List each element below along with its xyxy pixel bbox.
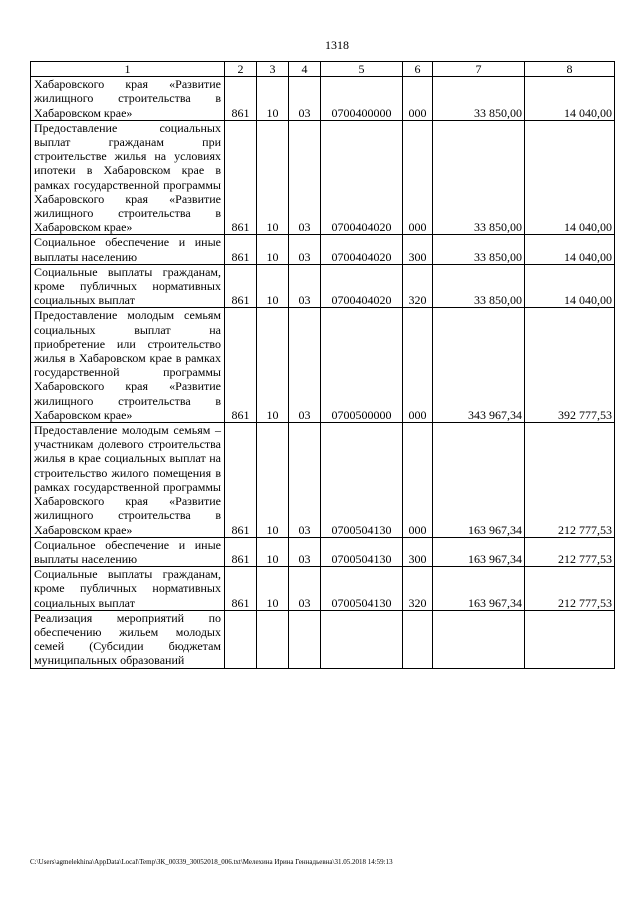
row-cell: 163 967,34 — [433, 537, 525, 566]
row-cell: 163 967,34 — [433, 423, 525, 538]
table-row — [31, 537, 615, 566]
row-cell: 14 040,00 — [525, 120, 615, 235]
row-cell: 03 — [289, 264, 321, 308]
row-cell: 10 — [257, 567, 289, 611]
header-cell: 5 — [321, 62, 403, 77]
header-cell: 1 — [31, 62, 225, 77]
row-cell — [403, 610, 433, 668]
header-cell: 2 — [225, 62, 257, 77]
row-name-cell: Социальное обеспечение и иные выплаты населению — [31, 537, 225, 566]
row-cell: 10 — [257, 77, 289, 121]
row-name-cell: Предоставление социальных выплат гражданам при строительстве жилья на условиях ипотеки в Хабаровском крае в рамках государственной программы Хабаровского края «Развитие жилищного строительства в Хабаровском крае» — [31, 120, 225, 235]
file-path-footer: C:\Users\agmelekhina\AppData\Local\Temp\ЗК_00339_30052018_006.txt\Мелехина Ирина Геннадьевна\31.05.2018 14:59:13 — [30, 858, 393, 866]
row-cell: 000 — [403, 77, 433, 121]
row-cell — [433, 610, 525, 668]
row-cell: 212 777,53 — [525, 423, 615, 538]
header-cell: 6 — [403, 62, 433, 77]
row-cell: 10 — [257, 235, 289, 264]
row-name-cell: Социальные выплаты гражданам, кроме публичных нормативных социальных выплат — [31, 264, 225, 308]
row-cell: 10 — [257, 120, 289, 235]
row-cell: 861 — [225, 537, 257, 566]
row-cell: 861 — [225, 235, 257, 264]
row-cell: 03 — [289, 567, 321, 611]
row-cell: 300 — [403, 235, 433, 264]
row-cell: 300 — [403, 537, 433, 566]
row-cell: 0700500000 — [321, 308, 403, 423]
row-cell: 03 — [289, 120, 321, 235]
row-cell: 0700400000 — [321, 77, 403, 121]
budget-table — [30, 61, 615, 669]
row-cell: 861 — [225, 77, 257, 121]
table-row — [31, 308, 615, 423]
row-cell: 14 040,00 — [525, 77, 615, 121]
row-cell: 03 — [289, 537, 321, 566]
row-cell: 14 040,00 — [525, 235, 615, 264]
header-cell: 3 — [257, 62, 289, 77]
row-cell: 320 — [403, 264, 433, 308]
page-number: 1318 — [325, 38, 349, 52]
row-cell: 212 777,53 — [525, 567, 615, 611]
row-cell: 03 — [289, 235, 321, 264]
table-row — [31, 235, 615, 264]
row-cell: 33 850,00 — [433, 120, 525, 235]
row-cell: 861 — [225, 308, 257, 423]
row-cell: 861 — [225, 264, 257, 308]
row-cell: 03 — [289, 77, 321, 121]
row-cell: 0700404020 — [321, 264, 403, 308]
row-cell: 14 040,00 — [525, 264, 615, 308]
row-name-cell: Предоставление молодым семьям социальных выплат на приобретение или строительство жилья в Хабаровском крае в рамках государственной программы Хабаровского края «Развитие жилищного строительства в Хабаровском крае» — [31, 308, 225, 423]
row-name-cell: Хабаровского края «Развитие жилищного строительства в Хабаровском крае» — [31, 77, 225, 121]
row-cell — [525, 610, 615, 668]
row-cell: 000 — [403, 308, 433, 423]
row-cell: 10 — [257, 423, 289, 538]
row-cell: 000 — [403, 423, 433, 538]
row-name-cell: Социальные выплаты гражданам, кроме публичных нормативных социальных выплат — [31, 567, 225, 611]
table-row — [31, 423, 615, 538]
row-cell: 10 — [257, 308, 289, 423]
row-cell — [257, 610, 289, 668]
row-cell: 000 — [403, 120, 433, 235]
table-header-row — [31, 62, 615, 77]
row-cell: 33 850,00 — [433, 235, 525, 264]
row-cell: 03 — [289, 423, 321, 538]
row-cell: 33 850,00 — [433, 264, 525, 308]
table-row — [31, 264, 615, 308]
row-cell: 10 — [257, 264, 289, 308]
row-cell — [225, 610, 257, 668]
row-cell: 0700404020 — [321, 235, 403, 264]
header-cell: 8 — [525, 62, 615, 77]
row-cell: 10 — [257, 537, 289, 566]
row-cell — [289, 610, 321, 668]
row-name-cell: Реализация мероприятий по обеспечению жильем молодых семей (Субсидии бюджетам муниципальных образований — [31, 610, 225, 668]
header-cell: 4 — [289, 62, 321, 77]
row-cell — [321, 610, 403, 668]
row-cell: 03 — [289, 308, 321, 423]
row-cell: 861 — [225, 423, 257, 538]
row-cell: 0700504130 — [321, 567, 403, 611]
row-cell: 861 — [225, 567, 257, 611]
row-cell: 0700404020 — [321, 120, 403, 235]
header-cell: 7 — [433, 62, 525, 77]
row-name-cell: Предоставление молодым семьям – участникам долевого строительства жилья в крае социальных выплат на строительство жилого помещения в рамках государственной программы Хабаровского края «Развитие жилищного строительства в Хабаровском крае» — [31, 423, 225, 538]
table-row — [31, 77, 615, 121]
table-row — [31, 120, 615, 235]
row-cell: 343 967,34 — [433, 308, 525, 423]
row-cell: 163 967,34 — [433, 567, 525, 611]
row-cell: 0700504130 — [321, 537, 403, 566]
row-cell: 320 — [403, 567, 433, 611]
row-cell: 33 850,00 — [433, 77, 525, 121]
table-row — [31, 567, 615, 611]
row-cell: 392 777,53 — [525, 308, 615, 423]
row-cell: 0700504130 — [321, 423, 403, 538]
row-name-cell: Социальное обеспечение и иные выплаты населению — [31, 235, 225, 264]
row-cell: 861 — [225, 120, 257, 235]
row-cell: 212 777,53 — [525, 537, 615, 566]
table-row — [31, 610, 615, 668]
